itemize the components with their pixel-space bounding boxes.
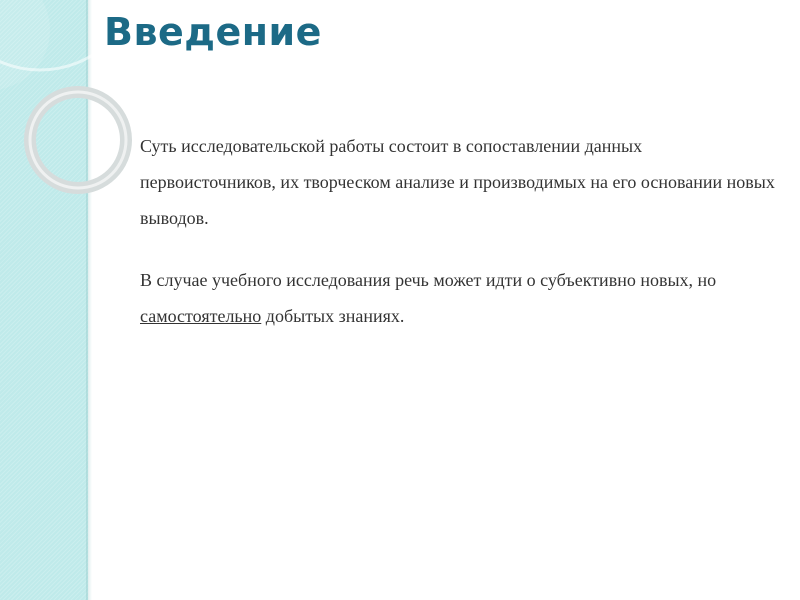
slide-body [140,128,780,334]
paragraph-2 [140,262,780,334]
paragraph-2-end: добытых знаниях. [261,306,405,326]
paragraph-1: Суть исследовательской работы состоит в сопоставлении данных первоисточников, их творческом анализе и производимых на его основании новых выводов. [140,136,775,228]
slide-title: Введение [104,10,322,54]
paragraph-2-start: В случае учебного исследования речь может идти о субъективно новых, но [140,270,717,290]
underlined-word: самостоятельно [140,306,262,326]
paragraph-spacer [140,236,780,262]
